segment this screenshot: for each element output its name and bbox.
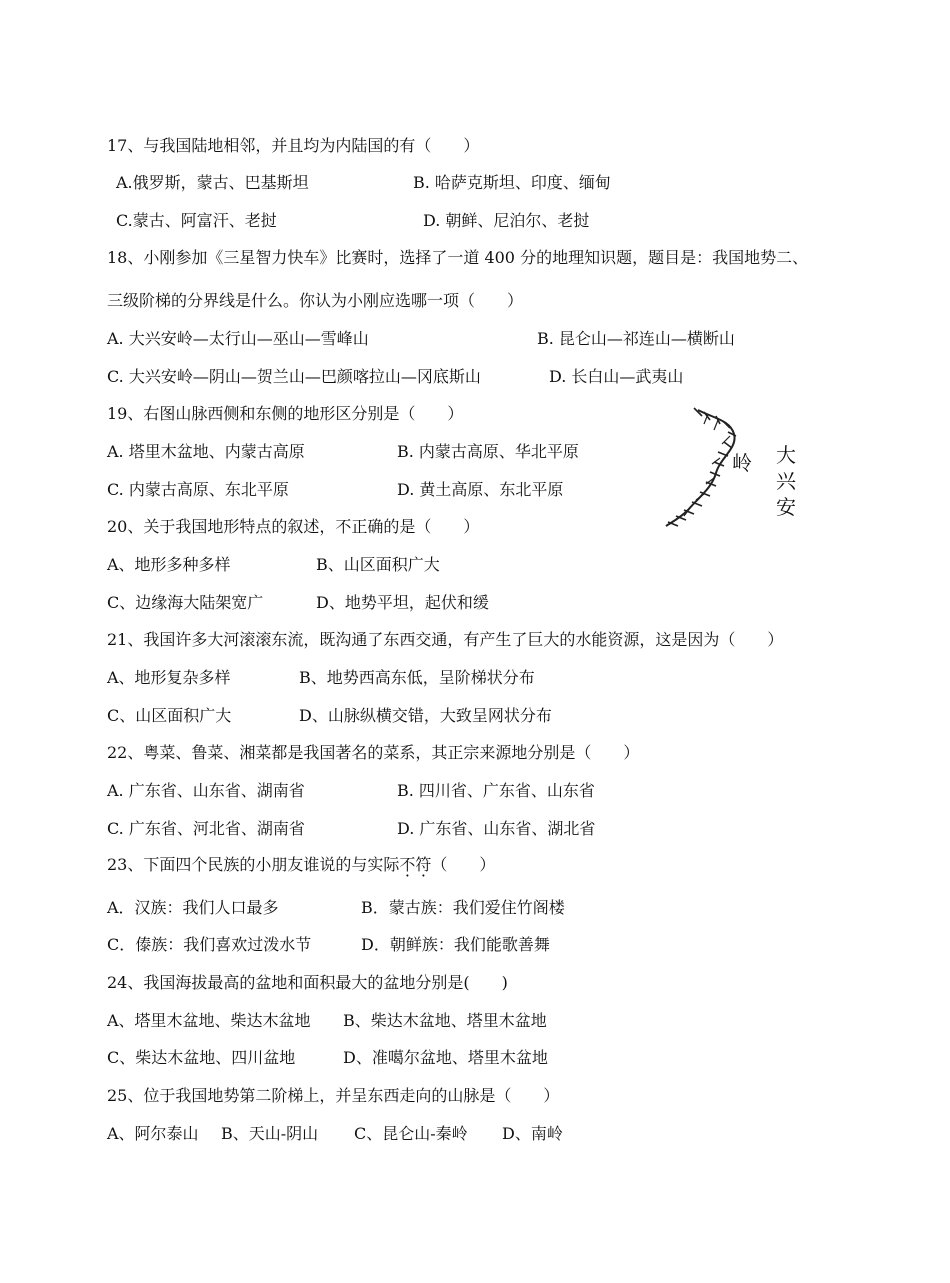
q23-option-d: D．朝鲜族：我们能歌善舞 [361, 935, 550, 954]
question-17-stem: 17、与我国陆地相邻，并且均为内陆国的有（ ） [107, 136, 480, 155]
q18-option-b: B. 昆仑山—祁连山—横断山 [537, 329, 735, 348]
question-18 [0, 248, 809, 288]
q24-option-a: A、塔里木盆地、柴达木盆地 [107, 1011, 311, 1030]
q21-option-d: D、山脉纵横交错，大致呈网状分布 [299, 706, 552, 725]
q22-option-a: A. 广东省、山东省、湖南省 [107, 781, 305, 800]
q20-option-a: A、地形多种多样 [107, 555, 231, 574]
q17-option-d: D. 朝鲜、尼泊尔、老挝 [423, 211, 590, 230]
question-20 [0, 517, 480, 557]
question-19 [0, 404, 464, 444]
question-24 [0, 973, 508, 1013]
question-23-stem-end: （ ） [431, 855, 496, 874]
q23-option-b: B．蒙古族：我们爱住竹阁楼 [361, 898, 565, 917]
q24-option-b: B、柴达木盆地、塔里木盆地 [343, 1011, 547, 1030]
q19-option-a: A. 塔里木盆地、内蒙古高原 [107, 442, 305, 461]
question-23-stem [107, 855, 495, 875]
q20-option-d: D、地势平坦，起伏和缓 [316, 593, 489, 612]
q25-option-b: B、天山-阴山 [221, 1124, 319, 1143]
question-20-stem: 20、关于我国地形特点的叙述，不正确的是（ ） [107, 517, 480, 536]
q17-option-c: C.蒙古、阿富汗、老挝 [116, 211, 277, 230]
q23-option-a: A．汉族：我们人口最多 [107, 898, 279, 917]
question-25-options-row [0, 1124, 563, 1224]
q24-option-d: D、准噶尔盆地、塔里木盆地 [343, 1048, 548, 1067]
emphasized-char: 符 [415, 855, 432, 874]
q25-option-d: D、南岭 [502, 1124, 563, 1143]
question-18-cont [0, 291, 524, 331]
q22-option-b: B. 四川省、广东省、山东省 [397, 781, 595, 800]
emphasized-char: 不 [399, 855, 416, 874]
figure-label-an: 安 [776, 497, 796, 519]
question-18-stem-line2: 三级阶梯的分界线是什么。你认为小刚应选哪一项（ ） [107, 291, 524, 310]
q19-option-d: D. 黄土高原、东北平原 [397, 480, 564, 499]
question-17 [0, 136, 480, 176]
figure-label-da: 大 [776, 445, 796, 467]
q17-option-b: B. 哈萨克斯坦、印度、缅甸 [413, 173, 611, 192]
q21-option-a: A、地形复杂多样 [107, 668, 231, 687]
q20-option-c: C、边缘海大陆架宽广 [107, 593, 264, 612]
question-22-stem: 22、粤菜、鲁菜、湘菜都是我国著名的菜系，其正宗来源地分别是（ ） [107, 743, 640, 762]
emphasis-dots [399, 855, 431, 874]
q22-option-d: D. 广东省、山东省、湖北省 [397, 819, 596, 838]
question-25 [0, 1086, 560, 1126]
question-23-stem-main: 23、下面四个民族的小朋友谁说的与实际 [107, 855, 400, 874]
q23-option-c: C．傣族：我们喜欢过泼水节 [107, 935, 312, 954]
mountain-range-figure [658, 398, 808, 533]
question-24-stem: 24、我国海拔最高的盆地和面积最大的盆地分别是( ) [107, 973, 508, 992]
q18-option-a: A. 大兴安岭—太行山—巫山—雪峰山 [107, 329, 369, 348]
q22-option-c: C. 广东省、河北省、湖南省 [107, 819, 305, 838]
question-23 [0, 855, 496, 895]
question-23-stem-emphasis [399, 855, 431, 874]
q21-option-c: C、山区面积广大 [107, 706, 232, 725]
question-19-stem: 19、右图山脉西侧和东侧的地形区分别是（ ） [107, 404, 464, 423]
figure-label-xing: 兴 [776, 471, 796, 493]
q18-option-d: D. 长白山—武夷山 [549, 367, 684, 386]
q21-option-b: B、地势西高东低，呈阶梯状分布 [299, 668, 535, 687]
question-21-stem: 21、我国许多大河滚滚东流，既沟通了东西交通，有产生了巨大的水能资源，这是因为（ ） [107, 630, 784, 649]
question-21 [0, 630, 784, 670]
q17-option-a: A.俄罗斯，蒙古、巴基斯坦 [116, 173, 309, 192]
figure-label-ling: 岭 [732, 453, 752, 475]
q18-option-c: C. 大兴安岭—阴山—贺兰山—巴颜喀拉山—冈底斯山 [107, 367, 481, 386]
q25-option-a: A、阿尔泰山 [107, 1124, 199, 1143]
q20-option-b: B、山区面积广大 [316, 555, 440, 574]
question-25-stem: 25、位于我国地势第二阶梯上，并呈东西走向的山脉是（ ） [107, 1086, 560, 1105]
mountain-range-icon [666, 408, 736, 526]
q19-option-b: B. 内蒙古高原、华北平原 [397, 442, 579, 461]
question-18-stem-line1: 18、小刚参加《三星智力快车》比赛时，选择了一道 400 分的地理知识题，题目是：我国地势二、 [107, 248, 809, 267]
q25-option-c: C、昆仑山-秦岭 [354, 1124, 468, 1143]
question-22 [0, 743, 640, 783]
q24-option-c: C、柴达木盆地、四川盆地 [107, 1048, 296, 1067]
q19-option-c: C. 内蒙古高原、东北平原 [107, 480, 289, 499]
